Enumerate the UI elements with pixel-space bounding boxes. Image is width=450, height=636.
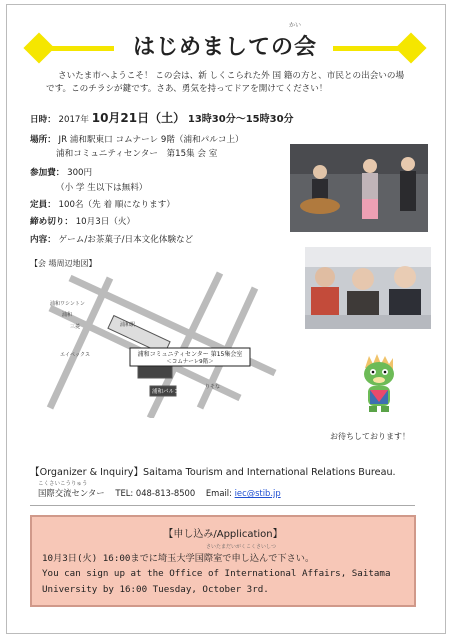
organizer-center: 国際交流センター xyxy=(38,488,105,498)
title-ruby: かい xyxy=(289,22,302,29)
application-title: 【申し込み/Application】 xyxy=(163,529,283,540)
application-jp: 10月3日(火) 16:00までに埼玉大学国際室で申し込んで下さい。 xyxy=(42,553,315,564)
capacity-value: 100名（先 着 順になります） xyxy=(58,200,175,210)
deadline-value: 10月3日（火） xyxy=(75,217,136,227)
date-year: 2017年 xyxy=(58,115,89,125)
intro-line-1: さいたま市へようこそ！ この会は、新 しくこられた外 国 籍の方と、市民との出会いの場 xyxy=(58,71,405,81)
venue-map xyxy=(40,268,290,418)
application-ruby: さいたまだいがくこくさいしつ xyxy=(206,544,277,550)
capacity-row xyxy=(30,199,175,211)
map-parco-label: 浦和パルコ xyxy=(152,389,180,395)
map-resona-label: りそな xyxy=(205,384,221,390)
yellow-bar-left xyxy=(44,46,114,51)
application-en-1: You can sign up at the Office of International Affairs, Saitama xyxy=(42,568,391,579)
organizer-email-link[interactable]: iec@stib.jp xyxy=(234,488,281,498)
map-urawa-label: 浦和 xyxy=(62,312,73,318)
organizer-tel: TEL: 048-813-8500 xyxy=(115,488,196,498)
date-label: 日時： xyxy=(30,115,56,125)
content-label: 内容： xyxy=(30,235,56,245)
map-heading: 【会 場周辺地図】 xyxy=(30,259,97,268)
fee-note: （小 学 生以下は無料） xyxy=(56,183,148,193)
mascot-icon xyxy=(355,350,403,416)
fee-value: 300円 xyxy=(67,168,93,178)
date-day: 10月21日（土） xyxy=(91,111,186,125)
deadline-label: 締め切り： xyxy=(30,217,73,227)
organizer-line: 【Organizer & Inquiry】Saitama Tourism and International Relations Bureau. xyxy=(30,467,396,478)
divider xyxy=(30,505,415,506)
fee-row xyxy=(30,167,92,179)
yellow-bar-right xyxy=(333,46,403,51)
organizer-ruby: こくさいこうりゅう xyxy=(38,481,88,487)
wait-message: お待ちしております！ xyxy=(330,432,410,441)
yellow-diamond-right-icon xyxy=(395,32,426,63)
content-value: ゲーム/お茶菓子/日本文化体験など xyxy=(58,235,194,245)
map-station-label: 浦和駅 xyxy=(120,322,136,328)
group-photo xyxy=(305,247,431,329)
music-photo xyxy=(290,144,428,232)
capacity-label: 定員： xyxy=(30,200,56,210)
application-en-2: University by 16:00 Tuesday, October 3rd. xyxy=(42,584,269,595)
map-mitsubishi-label: 三菱 xyxy=(70,324,81,330)
place-row xyxy=(30,134,244,146)
map-apex-label: エイペックス xyxy=(60,352,90,358)
application-box xyxy=(30,515,416,607)
title-banner xyxy=(0,22,450,64)
intro-text xyxy=(46,70,418,96)
date-time: 13時30分～15時30分 xyxy=(187,114,294,125)
content-row xyxy=(30,234,193,246)
intro-line-2: です。このチラシが鍵です。さあ、勇気を持ってドアを開けてください！ xyxy=(46,84,328,94)
map-venue-label: 浦和コミュニティセンター 第15集会室 xyxy=(137,351,243,358)
place-line-1: JR 浦和駅東口 コムナーレ 9階（浦和パルコ上） xyxy=(58,135,244,145)
map-venue-sublabel: ＜コムナーレ9階＞ xyxy=(166,359,214,365)
place-label: 場所： xyxy=(30,135,56,145)
date-row xyxy=(30,112,294,126)
fee-label: 参加費： xyxy=(30,168,65,178)
map-washington-label: 浦和ワシントン xyxy=(50,301,85,307)
organizer-email-label: Email: xyxy=(205,488,232,498)
place-line-2: 浦和コミュニティセンター 第15集 会 室 xyxy=(56,149,218,159)
organizer-contact xyxy=(38,487,281,499)
page-title: はじめましての会 xyxy=(132,35,317,60)
deadline-row xyxy=(30,216,135,228)
